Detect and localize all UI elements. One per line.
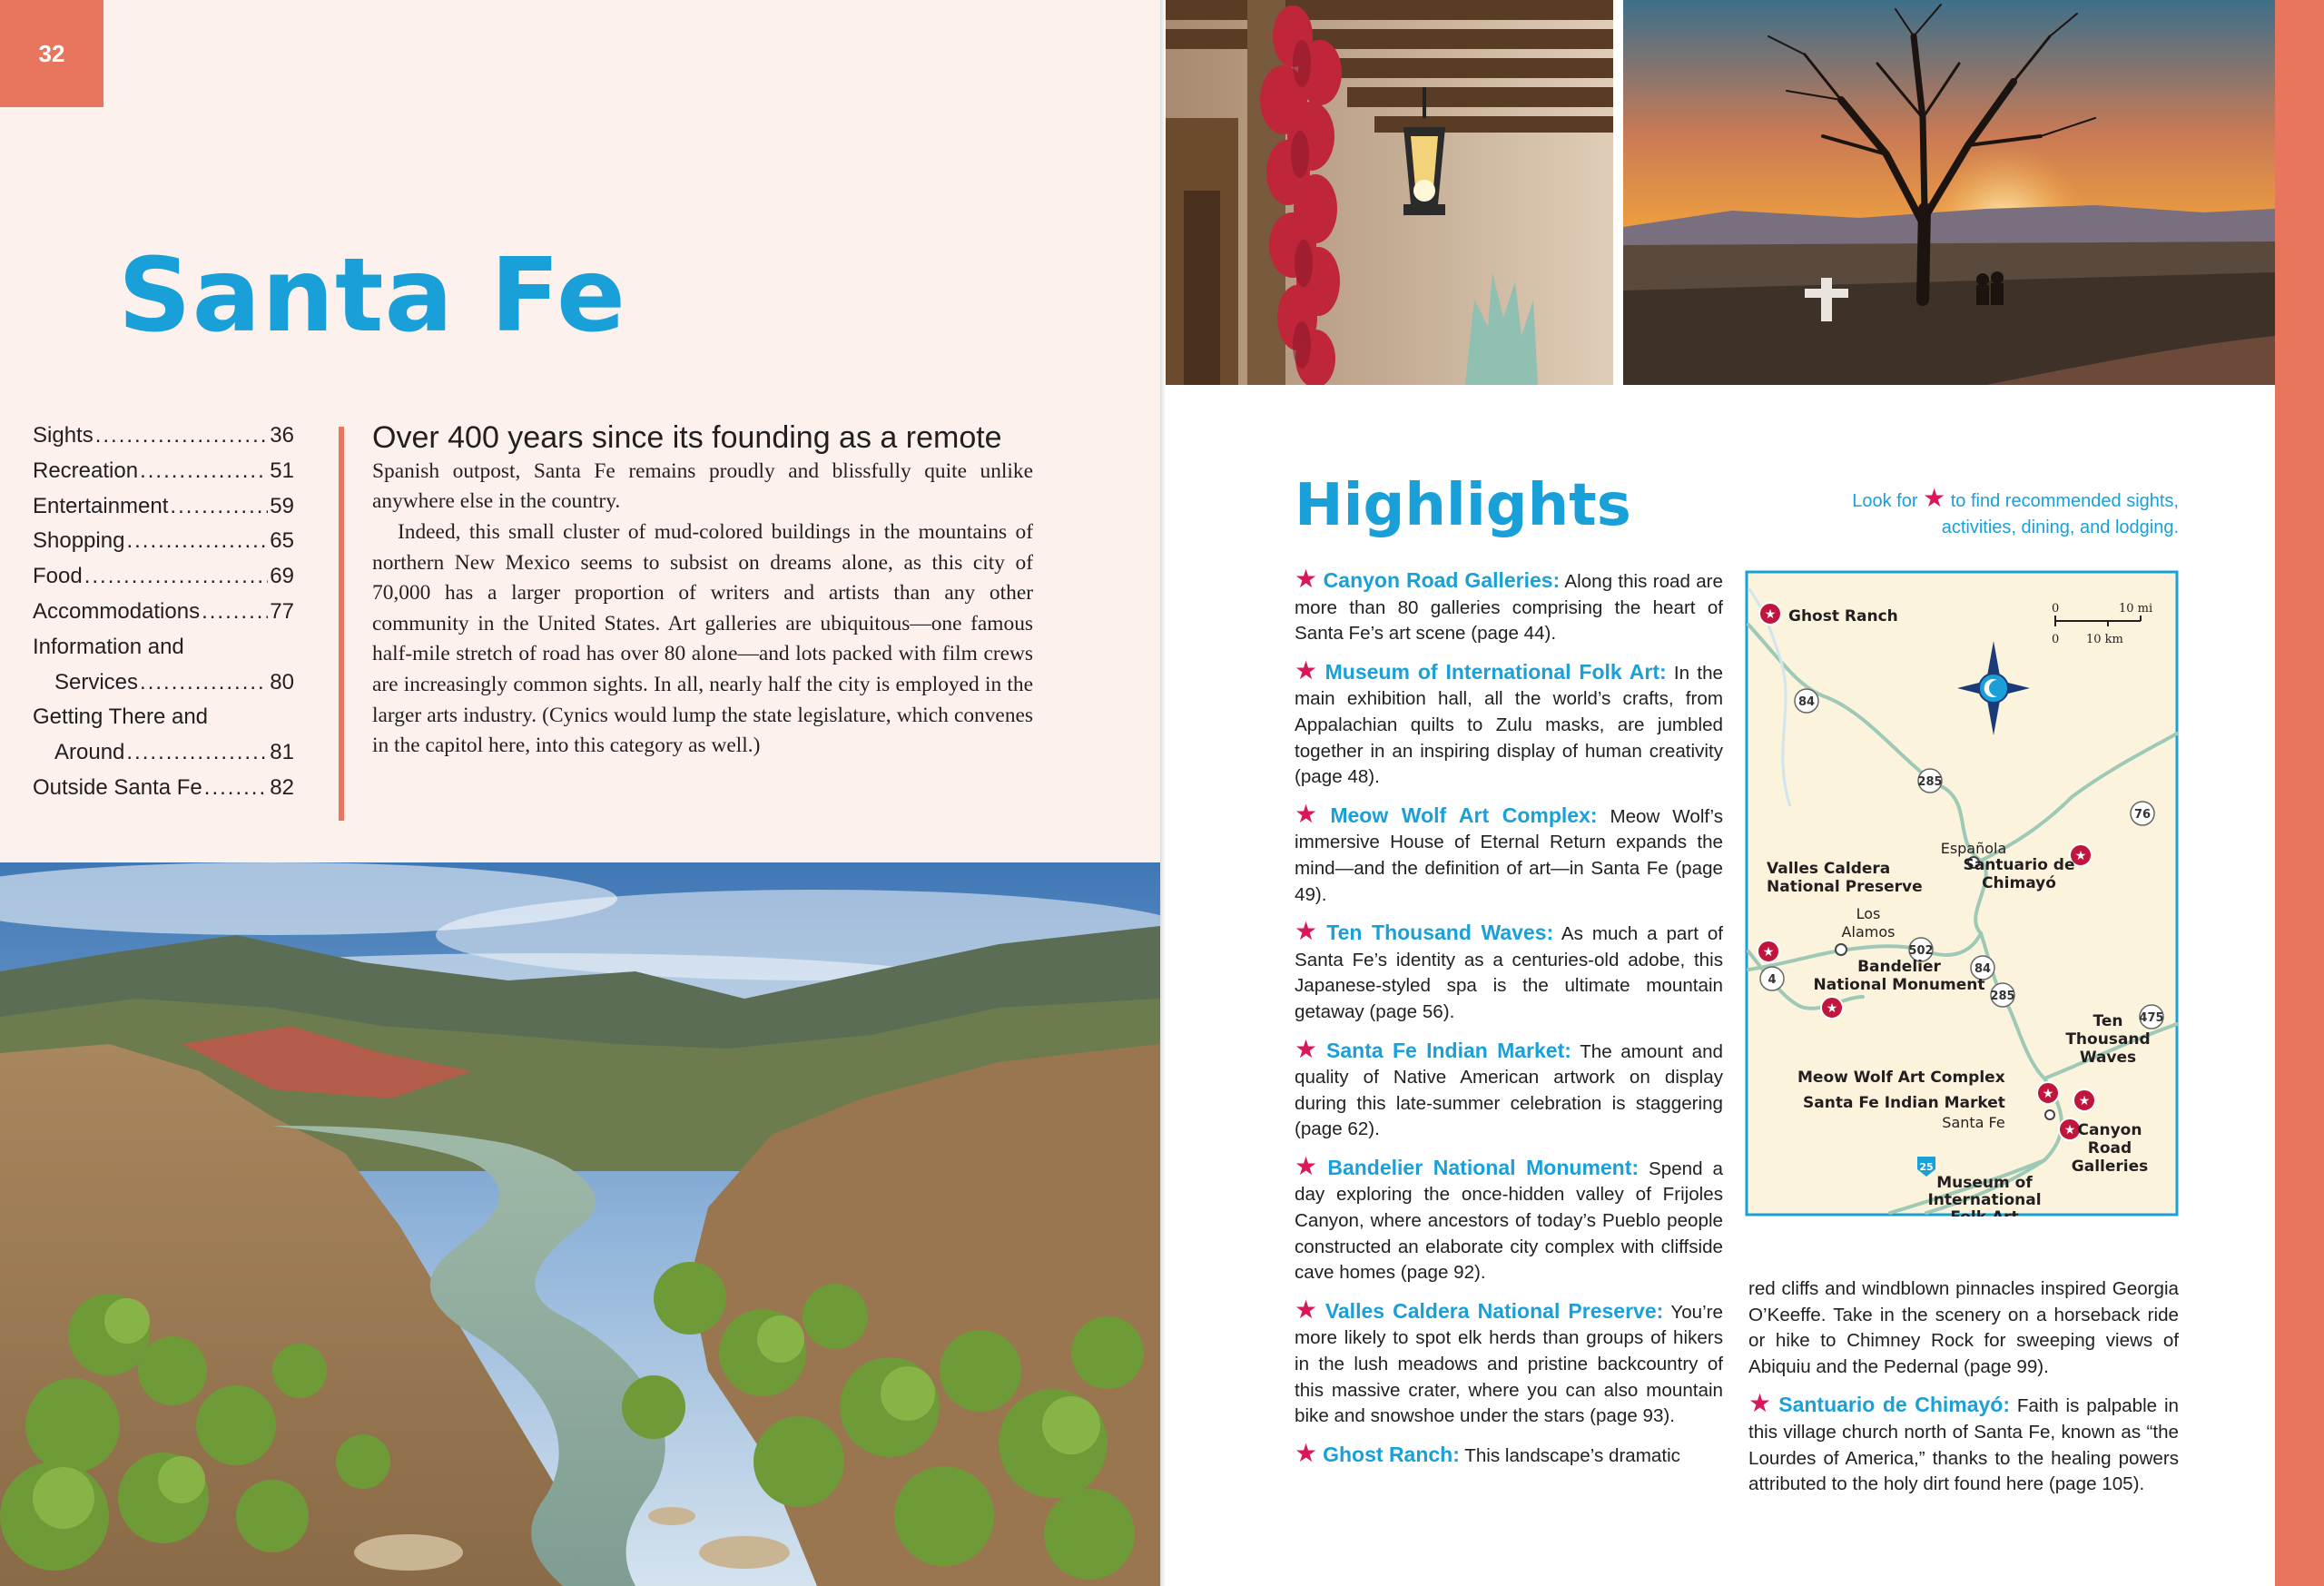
map-label-espanola: Española: [1940, 840, 2007, 857]
star-icon: ★: [1923, 484, 1946, 512]
star-icon: ★: [1748, 1389, 1774, 1418]
toc-item-shopping[interactable]: Shopping ..... 65: [33, 528, 294, 564]
svg-text:★: ★: [2074, 849, 2087, 863]
map-label-canyon-road-1: Canyon: [2077, 1121, 2142, 1139]
star-icon: ★: [1295, 1034, 1322, 1063]
route-shield-285b: 285: [1990, 990, 2015, 1003]
route-shield-84: 84: [1797, 695, 1816, 709]
river-canyon-photo: [0, 862, 1160, 1586]
highlights-column-2: [1748, 1276, 2179, 1509]
map-label-meow-wolf: Meow Wolf Art Complex: [1797, 1069, 2005, 1087]
highlight-ghost-ranch-continued: red cliffs and windblown pinnacles inspired Georgia O’Keeffe. Take in the scenery on a horseback ride or hike to Chimney Rock for sweeping views of Abiquiu and the Pedernal (page 99).: [1748, 1278, 2179, 1377]
highlight-canyon-road: ★ Canyon Road Galleries: Along this road are more than 80 galleries comprising the heart of Santa Fe’s art scene (page 44).: [1295, 565, 1723, 645]
map-label-bandelier-1: Bandelier: [1857, 958, 1941, 976]
map-label-folk-art-3: [1950, 1208, 2018, 1217]
star-icon: ★: [1295, 1151, 1323, 1180]
toc-item-getting-there-line1[interactable]: Getting There and: [33, 704, 209, 730]
table-of-contents: [33, 423, 294, 811]
highlights-column-1: [1295, 566, 1723, 1480]
intro-accent-rule: [339, 427, 344, 821]
route-shield-76: 76: [2133, 808, 2152, 822]
toc-item-recreation[interactable]: Recreation ..... 51: [33, 458, 294, 494]
star-icon: ★: [1295, 565, 1318, 593]
star-icon: ★: [1295, 1438, 1318, 1467]
highlight-ghost-ranch: ★ Ghost Ranch: This landscape’s dramatic: [1295, 1438, 1680, 1467]
map-label-folk-art-1: Museum of: [1936, 1174, 2033, 1192]
toc-item-outside-santa-fe[interactable]: Outside Santa Fe ..... 82: [33, 775, 294, 811]
intro-text: [372, 419, 1033, 762]
highlight-meow-wolf: ★ Meow Wolf Art Complex: Meow Wolf’s immersive House of Eternal Return expands the mind—and the definition of art—in Santa Fe (page 49).: [1295, 799, 1723, 905]
map-label-folk-art-2: International: [1927, 1191, 2042, 1209]
toc-item-information-line1[interactable]: Information and: [33, 634, 184, 659]
map-label-valles-2: National Preserve: [1767, 878, 1923, 896]
chile-ristra-photo: [1166, 0, 1613, 385]
map-label-indian-market: Santa Fe Indian Market: [1803, 1094, 2005, 1112]
map-label-los-alamos-2: Alamos: [1841, 923, 1896, 941]
star-icon: ★: [1295, 917, 1322, 946]
star-icon: ★: [1295, 1295, 1320, 1324]
highlight-indian-market: ★ Santa Fe Indian Market: The amount and quality of Native American artwork on display during this late-summer celebration is staggering (page 62).: [1295, 1034, 1723, 1140]
page-number-tab: [0, 0, 103, 107]
map-label-ghost-ranch: Ghost Ranch: [1788, 607, 1898, 626]
svg-text:★: ★: [1762, 945, 1775, 960]
toc-item-food[interactable]: Food ..... 69: [33, 564, 294, 599]
toc-item-accommodations[interactable]: Accommodations ..... 77: [33, 599, 294, 635]
right-edge-accent-strip: [2275, 0, 2324, 1586]
map-label-ten-thousand-2: Thousand: [2065, 1030, 2151, 1049]
toc-item-entertainment[interactable]: Entertainment ..... 59: [33, 494, 294, 529]
route-shield-475: 475: [2139, 1011, 2164, 1025]
star-icon: ★: [1295, 655, 1320, 685]
highlight-valles-caldera: ★ Valles Caldera National Preserve: You’re more likely to spot elk herds than groups of hikers in the lush meadows and pristine backcountry of this massive crater, where you can also mountain bike and snowshoe under the stars (page 93).: [1295, 1295, 1723, 1427]
map-label-santuario-1: Santuario de: [1963, 856, 2075, 874]
svg-text:★: ★: [1764, 607, 1777, 622]
map-label-ten-thousand-1: Ten: [2093, 1012, 2123, 1030]
svg-text:0: 0: [2052, 633, 2060, 646]
svg-text:★: ★: [1826, 1001, 1838, 1016]
map-label-canyon-road-3: Galleries: [2071, 1157, 2149, 1176]
map-label-santuario-2: Chimayó: [1982, 874, 2056, 892]
star-icon: ★: [1295, 799, 1325, 828]
highlights-map[interactable]: [1745, 570, 2179, 1217]
highlight-bandelier: ★ Bandelier National Monument: Spend a day exploring the once-hidden valley of Frijoles Canyon, where ancestors of today’s Pueblo people constructed an elaborate city complex with cliffside cave homes (page 92).: [1295, 1151, 1723, 1284]
map-label-canyon-road-2: Road: [2087, 1139, 2132, 1157]
intro-lead-sentence: Over 400 years since its founding as a remote: [372, 420, 1002, 455]
route-shield-25: 25: [1919, 1161, 1934, 1173]
route-shield-285: 285: [1917, 775, 1943, 789]
route-shield-84b: 84: [1974, 962, 1992, 976]
intro-paragraph-1: Spanish outpost, Santa Fe remains proudly and blissfully quite unlike anywhere else in the country.: [372, 458, 1033, 514]
map-label-valles-1: Valles Caldera: [1767, 860, 1891, 878]
map-label-santa-fe: Santa Fe: [1942, 1114, 2005, 1131]
svg-text:★: ★: [2078, 1094, 2091, 1108]
toc-item-information-line2[interactable]: Services ..... 80: [33, 670, 294, 705]
toc-item-sights[interactable]: Sights ..... 36: [33, 423, 294, 458]
map-label-los-alamos-1: Los: [1856, 905, 1881, 922]
route-shield-4: 4: [1768, 973, 1777, 987]
highlight-santuario-chimayo: ★ Santuario de Chimayó: Faith is palpable in this village church north of Santa Fe, known as “the Lourdes of America,” thanks to the healing powers attributed to the holy dirt found here (page 105).: [1748, 1389, 2180, 1495]
intro-paragraph-2: Indeed, this small cluster of mud-colored buildings in the mountains of northern New Mexico seems to subsist on dreams alone, as this city of 70,000 has a larger proportion of writers and artists than any other community in the United States. Art galleries are ubiquitous—one famous half-mile stretch of road has over 80 alone—and lots packed with film crews are increasingly common sights. In all, nearly half the city is employed in the larger arts industry. (Cynics would lump the state legislature, which convenes in the capitol here, into this category as well.): [372, 519, 1033, 758]
svg-text:0: 0: [2052, 602, 2060, 616]
map-label-bandelier-2: National Monument: [1813, 976, 1985, 994]
svg-text:★: ★: [2042, 1087, 2054, 1101]
svg-text:10 km: 10 km: [2086, 633, 2123, 646]
highlight-ten-thousand-waves: ★ Ten Thousand Waves: As much a part of Santa Fe’s identity as a centuries-old adobe, this Japanese-styled spa is the ultimate mountain getaway (page 56).: [1295, 917, 1723, 1022]
toc-item-getting-there-line2[interactable]: Around ..... 81: [33, 740, 294, 775]
svg-text:10 mi: 10 mi: [2119, 602, 2153, 616]
highlight-folk-art-museum: ★ Museum of International Folk Art: In the main exhibition hall, all the world’s crafts, from Appalachian quilts to Zulu masks, are jumbled together in an inspiring display of human creativity (page 48).: [1295, 655, 1723, 788]
star-legend-note: Look for ★ to find recommended sights, activities, dining, and lodging.: [1852, 484, 2179, 537]
highlights-heading: Highlights: [1295, 472, 1631, 539]
page-number: 32: [38, 39, 65, 67]
route-shield-502: 502: [1908, 944, 1934, 958]
chapter-title: Santa Fe: [118, 237, 627, 355]
sunset-tree-photo: [1623, 0, 2275, 385]
svg-text:★: ★: [2063, 1123, 2076, 1138]
map-label-ten-thousand-3: Waves: [2079, 1049, 2137, 1067]
